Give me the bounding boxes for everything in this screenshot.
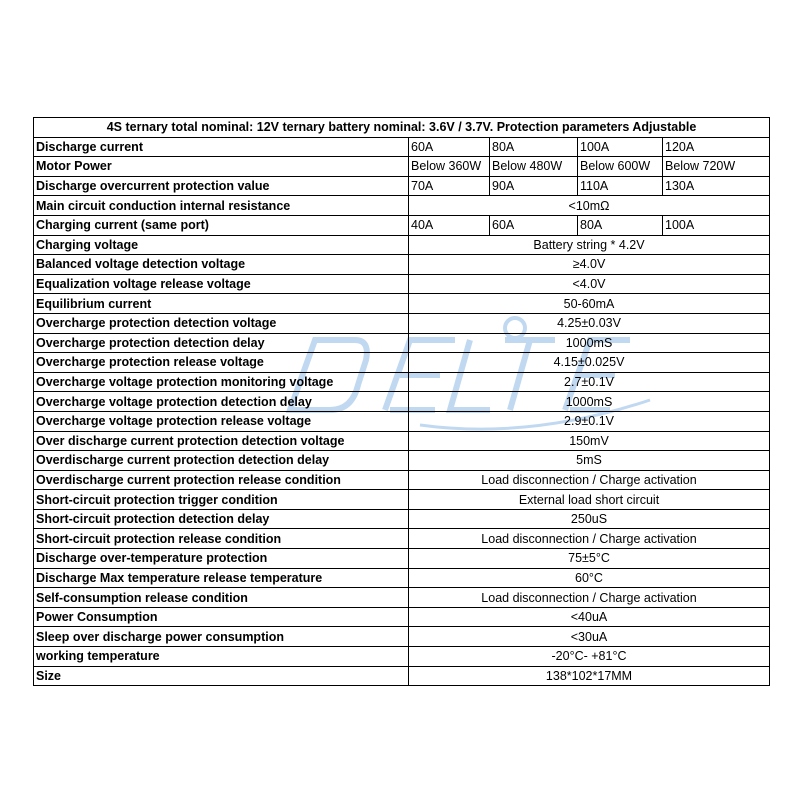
- table-title-row: [34, 118, 770, 138]
- parameter-label: Size: [34, 666, 409, 686]
- table-row: [34, 666, 770, 686]
- parameter-label: Sleep over discharge power consumption: [34, 627, 409, 647]
- parameter-value: 75±5°C: [409, 549, 770, 569]
- table-row: [34, 137, 770, 157]
- parameter-label: Overcharge protection release voltage: [34, 353, 409, 373]
- parameter-label: Short-circuit protection trigger condition: [34, 490, 409, 510]
- parameter-value: 90A: [490, 176, 578, 196]
- parameter-value: 250uS: [409, 509, 770, 529]
- parameter-label: working temperature: [34, 647, 409, 667]
- table-row: [34, 529, 770, 549]
- table-row: [34, 549, 770, 569]
- table-row: [34, 451, 770, 471]
- parameter-label: Overcharge voltage protection release voltage: [34, 411, 409, 431]
- parameter-label: Balanced voltage detection voltage: [34, 255, 409, 275]
- table-row: [34, 627, 770, 647]
- parameter-label: Discharge over-temperature protection: [34, 549, 409, 569]
- parameter-value: 60A: [409, 137, 490, 157]
- table-row: [34, 568, 770, 588]
- parameter-value: -20°C- +81°C: [409, 647, 770, 667]
- parameter-label: Overcharge voltage protection monitoring voltage: [34, 372, 409, 392]
- table-row: [34, 333, 770, 353]
- parameter-value: 50-60mA: [409, 294, 770, 314]
- parameter-value: 110A: [578, 176, 663, 196]
- parameter-value: 40A: [409, 215, 490, 235]
- parameter-value: Below 360W: [409, 157, 490, 177]
- parameter-value: 80A: [490, 137, 578, 157]
- parameter-label: Short-circuit protection release condition: [34, 529, 409, 549]
- parameter-value: 2.7±0.1V: [409, 372, 770, 392]
- parameter-value: 1000mS: [409, 333, 770, 353]
- parameter-label: Discharge overcurrent protection value: [34, 176, 409, 196]
- parameter-label: Overdischarge current protection release condition: [34, 470, 409, 490]
- parameter-label: Charging voltage: [34, 235, 409, 255]
- parameter-value: Load disconnection / Charge activation: [409, 588, 770, 608]
- parameter-value: 100A: [578, 137, 663, 157]
- parameter-label: Motor Power: [34, 157, 409, 177]
- parameter-value: <10mΩ: [409, 196, 770, 216]
- parameter-value: 60°C: [409, 568, 770, 588]
- parameter-value: Load disconnection / Charge activation: [409, 470, 770, 490]
- parameter-value: Below 600W: [578, 157, 663, 177]
- parameter-value: <4.0V: [409, 274, 770, 294]
- table-row: [34, 235, 770, 255]
- parameter-value: Below 480W: [490, 157, 578, 177]
- parameter-value: 100A: [663, 215, 770, 235]
- parameter-value: Battery string * 4.2V: [409, 235, 770, 255]
- parameter-label: Overcharge protection detection delay: [34, 333, 409, 353]
- table-row: [34, 607, 770, 627]
- parameter-value: 4.25±0.03V: [409, 313, 770, 333]
- parameter-value: 138*102*17MM: [409, 666, 770, 686]
- parameter-value: 120A: [663, 137, 770, 157]
- parameter-label: Main circuit conduction internal resistance: [34, 196, 409, 216]
- table-row: [34, 588, 770, 608]
- table-row: [34, 313, 770, 333]
- parameter-label: Equalization voltage release voltage: [34, 274, 409, 294]
- parameter-label: Charging current (same port): [34, 215, 409, 235]
- parameter-value: External load short circuit: [409, 490, 770, 510]
- parameter-value: 4.15±0.025V: [409, 353, 770, 373]
- parameter-value: 60A: [490, 215, 578, 235]
- table-row: [34, 647, 770, 667]
- parameter-label: Overcharge voltage protection detection delay: [34, 392, 409, 412]
- parameter-label: Self-consumption release condition: [34, 588, 409, 608]
- table-row: [34, 490, 770, 510]
- table-row: [34, 411, 770, 431]
- table-row: [34, 372, 770, 392]
- parameter-value: 80A: [578, 215, 663, 235]
- table-row: [34, 274, 770, 294]
- table-row: [34, 392, 770, 412]
- table-row: [34, 215, 770, 235]
- parameter-value: <40uA: [409, 607, 770, 627]
- table-row: [34, 255, 770, 275]
- table-row: [34, 196, 770, 216]
- parameter-label: Over discharge current protection detection voltage: [34, 431, 409, 451]
- parameter-label: Overdischarge current protection detection delay: [34, 451, 409, 471]
- parameter-value: 2.9±0.1V: [409, 411, 770, 431]
- parameter-value: 70A: [409, 176, 490, 196]
- parameter-value: Load disconnection / Charge activation: [409, 529, 770, 549]
- parameter-label: Short-circuit protection detection delay: [34, 509, 409, 529]
- table-row: [34, 470, 770, 490]
- parameter-value: <30uA: [409, 627, 770, 647]
- parameter-value: 150mV: [409, 431, 770, 451]
- parameter-label: Equilibrium current: [34, 294, 409, 314]
- parameter-value: ≥4.0V: [409, 255, 770, 275]
- parameter-label: Power Consumption: [34, 607, 409, 627]
- table-row: [34, 431, 770, 451]
- parameter-label: Discharge current: [34, 137, 409, 157]
- parameter-value: 130A: [663, 176, 770, 196]
- table-row: [34, 294, 770, 314]
- table-row: [34, 176, 770, 196]
- parameter-label: Discharge Max temperature release temperature: [34, 568, 409, 588]
- table-row: [34, 353, 770, 373]
- parameter-label: Overcharge protection detection voltage: [34, 313, 409, 333]
- table-title: 4S ternary total nominal: 12V ternary battery nominal: 3.6V / 3.7V. Protection parameters Adjustable: [34, 118, 770, 138]
- table-row: [34, 509, 770, 529]
- table-row: [34, 157, 770, 177]
- parameter-value: 5mS: [409, 451, 770, 471]
- parameter-value: 1000mS: [409, 392, 770, 412]
- parameter-value: Below 720W: [663, 157, 770, 177]
- protection-parameters-table: [33, 117, 770, 686]
